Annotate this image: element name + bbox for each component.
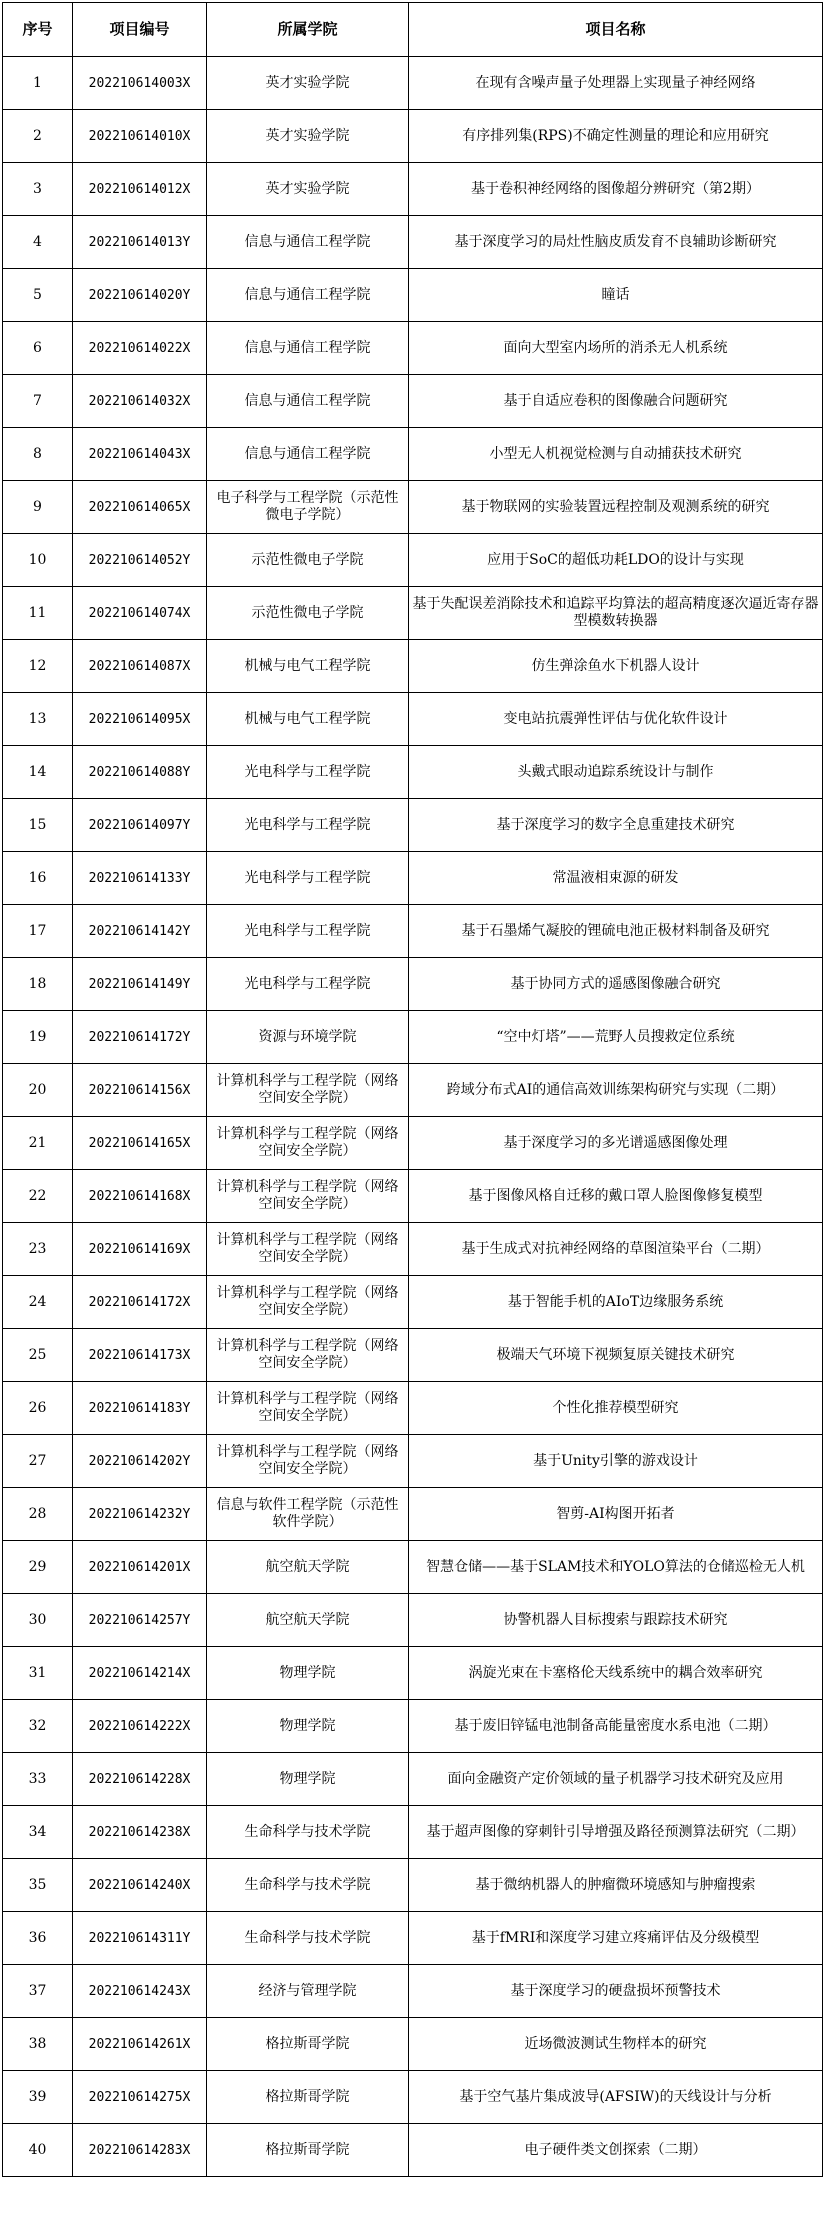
cell-project-code: 202210614043X xyxy=(73,428,207,481)
cell-project-code: 202210614228X xyxy=(73,1753,207,1806)
cell-project-name: 面向金融资产定价领域的量子机器学习技术研究及应用 xyxy=(409,1753,823,1806)
cell-project-name: 基于深度学习的局灶性脑皮质发育不良辅助诊断研究 xyxy=(409,216,823,269)
cell-college: 信息与通信工程学院 xyxy=(207,322,409,375)
cell-project-code: 202210614032X xyxy=(73,375,207,428)
cell-project-code: 202210614052Y xyxy=(73,534,207,587)
table-row xyxy=(3,375,823,428)
cell-project-name: 协警机器人目标搜索与跟踪技术研究 xyxy=(409,1594,823,1647)
cell-project-name: 智慧仓储——基于SLAM技术和YOLO算法的仓储巡检无人机 xyxy=(409,1541,823,1594)
cell-index: 5 xyxy=(3,269,73,322)
table-row xyxy=(3,1117,823,1170)
cell-project-code: 202210614214X xyxy=(73,1647,207,1700)
cell-project-name: 头戴式眼动追踪系统设计与制作 xyxy=(409,746,823,799)
cell-project-code: 202210614283X xyxy=(73,2124,207,2177)
cell-project-code: 202210614074X xyxy=(73,587,207,640)
table-row xyxy=(3,57,823,110)
table-row xyxy=(3,1753,823,1806)
cell-index: 12 xyxy=(3,640,73,693)
table-row xyxy=(3,1965,823,2018)
cell-index: 8 xyxy=(3,428,73,481)
cell-college: 计算机科学与工程学院（网络空间安全学院） xyxy=(207,1382,409,1435)
cell-project-code: 202210614012X xyxy=(73,163,207,216)
table-row xyxy=(3,587,823,640)
cell-index: 3 xyxy=(3,163,73,216)
cell-project-code: 202210614020Y xyxy=(73,269,207,322)
cell-index: 23 xyxy=(3,1223,73,1276)
cell-index: 39 xyxy=(3,2071,73,2124)
cell-project-name: 基于深度学习的硬盘损坏预警技术 xyxy=(409,1965,823,2018)
cell-project-code: 202210614142Y xyxy=(73,905,207,958)
cell-college: 航空航天学院 xyxy=(207,1541,409,1594)
cell-project-name: 基于自适应卷积的图像融合问题研究 xyxy=(409,375,823,428)
cell-project-name: 基于卷积神经网络的图像超分辨研究（第2期） xyxy=(409,163,823,216)
cell-index: 36 xyxy=(3,1912,73,1965)
cell-project-code: 202210614088Y xyxy=(73,746,207,799)
cell-index: 10 xyxy=(3,534,73,587)
cell-project-code: 202210614169X xyxy=(73,1223,207,1276)
cell-college: 计算机科学与工程学院（网络空间安全学院） xyxy=(207,1170,409,1223)
cell-college: 计算机科学与工程学院（网络空间安全学院） xyxy=(207,1435,409,1488)
cell-college: 格拉斯哥学院 xyxy=(207,2071,409,2124)
table-row xyxy=(3,905,823,958)
table-row xyxy=(3,1541,823,1594)
cell-project-name: 涡旋光束在卡塞格伦天线系统中的耦合效率研究 xyxy=(409,1647,823,1700)
cell-project-name: 个性化推荐模型研究 xyxy=(409,1382,823,1435)
cell-college: 机械与电气工程学院 xyxy=(207,640,409,693)
cell-index: 13 xyxy=(3,693,73,746)
cell-index: 17 xyxy=(3,905,73,958)
cell-college: 格拉斯哥学院 xyxy=(207,2124,409,2177)
table-row xyxy=(3,693,823,746)
cell-project-name: 电子硬件类文创探索（二期） xyxy=(409,2124,823,2177)
table-row xyxy=(3,1647,823,1700)
header-project-name: 项目名称 xyxy=(409,3,823,57)
cell-index: 30 xyxy=(3,1594,73,1647)
cell-project-code: 202210614168X xyxy=(73,1170,207,1223)
table-row xyxy=(3,1011,823,1064)
cell-project-name: 面向大型室内场所的消杀无人机系统 xyxy=(409,322,823,375)
table-row xyxy=(3,110,823,163)
cell-project-code: 202210614003X xyxy=(73,57,207,110)
cell-index: 25 xyxy=(3,1329,73,1382)
cell-index: 28 xyxy=(3,1488,73,1541)
cell-college: 生命科学与技术学院 xyxy=(207,1806,409,1859)
cell-project-name: 基于生成式对抗神经网络的草图渲染平台（二期） xyxy=(409,1223,823,1276)
cell-index: 38 xyxy=(3,2018,73,2071)
table-row xyxy=(3,746,823,799)
table-row xyxy=(3,2071,823,2124)
cell-project-code: 202210614238X xyxy=(73,1806,207,1859)
cell-project-code: 202210614202Y xyxy=(73,1435,207,1488)
table-row xyxy=(3,1859,823,1912)
cell-index: 32 xyxy=(3,1700,73,1753)
cell-college: 航空航天学院 xyxy=(207,1594,409,1647)
cell-project-name: 仿生弹涂鱼水下机器人设计 xyxy=(409,640,823,693)
cell-project-name: 智剪-AI构图开拓者 xyxy=(409,1488,823,1541)
cell-project-name: 在现有含噪声量子处理器上实现量子神经网络 xyxy=(409,57,823,110)
cell-college: 物理学院 xyxy=(207,1647,409,1700)
table-row xyxy=(3,163,823,216)
table-row xyxy=(3,958,823,1011)
cell-project-code: 202210614275X xyxy=(73,2071,207,2124)
cell-project-name: 有序排列集(RPS)不确定性测量的理论和应用研究 xyxy=(409,110,823,163)
cell-index: 40 xyxy=(3,2124,73,2177)
table-row xyxy=(3,481,823,534)
cell-college: 计算机科学与工程学院（网络空间安全学院） xyxy=(207,1329,409,1382)
cell-project-code: 202210614010X xyxy=(73,110,207,163)
cell-project-name: 基于失配误差消除技术和追踪平均算法的超高精度逐次逼近寄存器型模数转换器 xyxy=(409,587,823,640)
cell-index: 35 xyxy=(3,1859,73,1912)
table-body xyxy=(3,57,823,2177)
table-row xyxy=(3,1488,823,1541)
cell-project-code: 202210614240X xyxy=(73,1859,207,1912)
cell-college: 生命科学与技术学院 xyxy=(207,1912,409,1965)
cell-project-code: 202210614156X xyxy=(73,1064,207,1117)
cell-college: 电子科学与工程学院（示范性微电子学院） xyxy=(207,481,409,534)
cell-index: 7 xyxy=(3,375,73,428)
cell-project-code: 202210614097Y xyxy=(73,799,207,852)
cell-index: 4 xyxy=(3,216,73,269)
cell-index: 22 xyxy=(3,1170,73,1223)
cell-project-code: 202210614172X xyxy=(73,1276,207,1329)
table-row xyxy=(3,1223,823,1276)
cell-college: 光电科学与工程学院 xyxy=(207,852,409,905)
table-row xyxy=(3,640,823,693)
project-table xyxy=(2,2,823,2177)
cell-project-code: 202210614172Y xyxy=(73,1011,207,1064)
table-row xyxy=(3,1064,823,1117)
cell-project-name: 基于深度学习的数字全息重建技术研究 xyxy=(409,799,823,852)
cell-index: 6 xyxy=(3,322,73,375)
cell-college: 光电科学与工程学院 xyxy=(207,905,409,958)
cell-index: 27 xyxy=(3,1435,73,1488)
cell-college: 信息与软件工程学院（示范性软件学院） xyxy=(207,1488,409,1541)
cell-index: 16 xyxy=(3,852,73,905)
table-row xyxy=(3,216,823,269)
cell-college: 物理学院 xyxy=(207,1700,409,1753)
cell-college: 信息与通信工程学院 xyxy=(207,375,409,428)
cell-project-name: 基于智能手机的AIoT边缘服务系统 xyxy=(409,1276,823,1329)
cell-college: 示范性微电子学院 xyxy=(207,587,409,640)
cell-index: 11 xyxy=(3,587,73,640)
cell-project-name: 常温液相束源的研发 xyxy=(409,852,823,905)
cell-index: 24 xyxy=(3,1276,73,1329)
cell-index: 37 xyxy=(3,1965,73,2018)
cell-project-code: 202210614065X xyxy=(73,481,207,534)
cell-index: 2 xyxy=(3,110,73,163)
cell-index: 26 xyxy=(3,1382,73,1435)
cell-index: 33 xyxy=(3,1753,73,1806)
cell-project-name: 瞳话 xyxy=(409,269,823,322)
header-college: 所属学院 xyxy=(207,3,409,57)
cell-college: 计算机科学与工程学院（网络空间安全学院） xyxy=(207,1223,409,1276)
header-row xyxy=(3,3,823,57)
cell-project-code: 202210614173X xyxy=(73,1329,207,1382)
table-row xyxy=(3,852,823,905)
cell-project-code: 202210614261X xyxy=(73,2018,207,2071)
cell-college: 计算机科学与工程学院（网络空间安全学院） xyxy=(207,1064,409,1117)
cell-project-name: 基于空气基片集成波导(AFSIW)的天线设计与分析 xyxy=(409,2071,823,2124)
cell-project-name: 应用于SoC的超低功耗LDO的设计与实现 xyxy=(409,534,823,587)
cell-college: 计算机科学与工程学院（网络空间安全学院） xyxy=(207,1276,409,1329)
cell-project-name: 基于图像风格自迁移的戴口罩人脸图像修复模型 xyxy=(409,1170,823,1223)
cell-project-name: 变电站抗震弹性评估与优化软件设计 xyxy=(409,693,823,746)
cell-index: 1 xyxy=(3,57,73,110)
cell-project-code: 202210614311Y xyxy=(73,1912,207,1965)
cell-project-name: 基于Unity引擎的游戏设计 xyxy=(409,1435,823,1488)
cell-project-code: 202210614095X xyxy=(73,693,207,746)
cell-college: 资源与环境学院 xyxy=(207,1011,409,1064)
table-row xyxy=(3,1170,823,1223)
cell-project-code: 202210614201X xyxy=(73,1541,207,1594)
cell-project-name: 基于石墨烯气凝胶的锂硫电池正极材料制备及研究 xyxy=(409,905,823,958)
cell-project-name: 基于物联网的实验装置远程控制及观测系统的研究 xyxy=(409,481,823,534)
cell-college: 光电科学与工程学院 xyxy=(207,799,409,852)
cell-college: 光电科学与工程学院 xyxy=(207,746,409,799)
cell-college: 英才实验学院 xyxy=(207,163,409,216)
table-row xyxy=(3,1806,823,1859)
cell-project-code: 202210614022X xyxy=(73,322,207,375)
cell-project-code: 202210614149Y xyxy=(73,958,207,1011)
cell-project-code: 202210614257Y xyxy=(73,1594,207,1647)
table-row xyxy=(3,1594,823,1647)
cell-index: 34 xyxy=(3,1806,73,1859)
table-row xyxy=(3,269,823,322)
cell-project-name: 基于协同方式的遥感图像融合研究 xyxy=(409,958,823,1011)
cell-project-name: 基于深度学习的多光谱遥感图像处理 xyxy=(409,1117,823,1170)
header-project-code: 项目编号 xyxy=(73,3,207,57)
table-row xyxy=(3,534,823,587)
header-index: 序号 xyxy=(3,3,73,57)
table-row xyxy=(3,1435,823,1488)
cell-project-name: “空中灯塔”——荒野人员搜救定位系统 xyxy=(409,1011,823,1064)
table-row xyxy=(3,1382,823,1435)
table-row xyxy=(3,428,823,481)
cell-project-name: 跨域分布式AI的通信高效训练架构研究与实现（二期） xyxy=(409,1064,823,1117)
cell-college: 信息与通信工程学院 xyxy=(207,269,409,322)
cell-index: 31 xyxy=(3,1647,73,1700)
cell-index: 19 xyxy=(3,1011,73,1064)
cell-project-code: 202210614133Y xyxy=(73,852,207,905)
cell-project-code: 202210614165X xyxy=(73,1117,207,1170)
cell-index: 29 xyxy=(3,1541,73,1594)
cell-college: 生命科学与技术学院 xyxy=(207,1859,409,1912)
table-row xyxy=(3,1276,823,1329)
cell-project-code: 202210614222X xyxy=(73,1700,207,1753)
cell-project-name: 基于fMRI和深度学习建立疼痛评估及分级模型 xyxy=(409,1912,823,1965)
table-row xyxy=(3,1329,823,1382)
table-row xyxy=(3,799,823,852)
cell-college: 经济与管理学院 xyxy=(207,1965,409,2018)
cell-college: 信息与通信工程学院 xyxy=(207,428,409,481)
cell-project-code: 202210614183Y xyxy=(73,1382,207,1435)
cell-project-name: 基于废旧锌锰电池制备高能量密度水系电池（二期） xyxy=(409,1700,823,1753)
cell-project-name: 基于超声图像的穿刺针引导增强及路径预测算法研究（二期） xyxy=(409,1806,823,1859)
cell-college: 英才实验学院 xyxy=(207,110,409,163)
cell-project-name: 基于微纳机器人的肿瘤微环境感知与肿瘤搜索 xyxy=(409,1859,823,1912)
cell-college: 格拉斯哥学院 xyxy=(207,2018,409,2071)
cell-project-code: 202210614232Y xyxy=(73,1488,207,1541)
cell-college: 计算机科学与工程学院（网络空间安全学院） xyxy=(207,1117,409,1170)
cell-index: 18 xyxy=(3,958,73,1011)
cell-project-name: 小型无人机视觉检测与自动捕获技术研究 xyxy=(409,428,823,481)
cell-index: 15 xyxy=(3,799,73,852)
table-row xyxy=(3,322,823,375)
cell-index: 9 xyxy=(3,481,73,534)
table-row xyxy=(3,1700,823,1753)
cell-college: 信息与通信工程学院 xyxy=(207,216,409,269)
cell-index: 14 xyxy=(3,746,73,799)
cell-project-code: 202210614243X xyxy=(73,1965,207,2018)
cell-index: 21 xyxy=(3,1117,73,1170)
cell-college: 英才实验学院 xyxy=(207,57,409,110)
cell-college: 示范性微电子学院 xyxy=(207,534,409,587)
cell-project-code: 202210614013Y xyxy=(73,216,207,269)
cell-project-name: 近场微波测试生物样本的研究 xyxy=(409,2018,823,2071)
cell-college: 机械与电气工程学院 xyxy=(207,693,409,746)
cell-project-name: 极端天气环境下视频复原关键技术研究 xyxy=(409,1329,823,1382)
table-row xyxy=(3,1912,823,1965)
cell-project-code: 202210614087X xyxy=(73,640,207,693)
cell-index: 20 xyxy=(3,1064,73,1117)
cell-college: 物理学院 xyxy=(207,1753,409,1806)
table-row xyxy=(3,2018,823,2071)
table-row xyxy=(3,2124,823,2177)
cell-college: 光电科学与工程学院 xyxy=(207,958,409,1011)
